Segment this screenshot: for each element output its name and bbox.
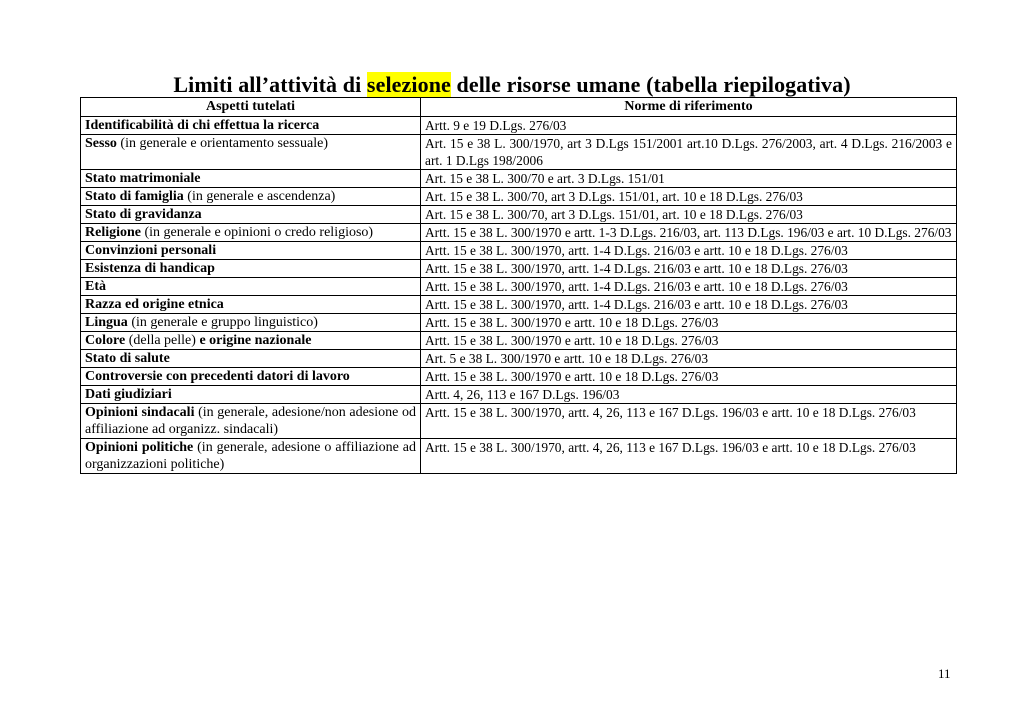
aspetto-note: (in generale e orientamento sessuale): [116, 136, 328, 151]
aspetto-label-extra: e origine nazionale: [199, 333, 312, 348]
aspetto-cell: [81, 224, 421, 242]
norme-cell: Artt. 15 e 38 L. 300/1970, artt. 1-4 D.Lgs. 216/03 e artt. 10 e 18 D.Lgs. 276/03: [421, 278, 957, 296]
page-title: [0, 72, 1024, 98]
norme-cell: Art. 15 e 38 L. 300/1970, art 3 D.Lgs 151/2001 art.10 D.Lgs. 276/2003, art. 4 D.Lgs. 216/2003 e art. 1 D.Lgs 198/2006: [421, 135, 957, 170]
aspetto-note: (in generale e ascendenza): [183, 189, 336, 204]
aspetto-cell: [81, 368, 421, 386]
norme-cell: Art. 15 e 38 L. 300/70, art 3 D.Lgs. 151/01, art. 10 e 18 D.Lgs. 276/03: [421, 188, 957, 206]
table-row: [81, 135, 957, 170]
table-row: [81, 224, 957, 242]
aspetto-label: Controversie con precedenti datori di lavoro: [85, 369, 350, 384]
aspetto-label: Stato di gravidanza: [85, 207, 202, 222]
aspetto-label: Dati giudiziari: [85, 387, 172, 402]
table-row: [81, 314, 957, 332]
aspetto-label: Razza ed origine etnica: [85, 297, 224, 312]
aspetto-cell: [81, 170, 421, 188]
table-row: [81, 260, 957, 278]
norme-cell: Art. 15 e 38 L. 300/70, art 3 D.Lgs. 151/01, art. 10 e 18 D.Lgs. 276/03: [421, 206, 957, 224]
header-norme: Norme di riferimento: [421, 98, 957, 117]
aspetto-label: Stato di famiglia: [85, 189, 184, 204]
aspetto-label: Identificabilità di chi effettua la ricerca: [85, 118, 320, 133]
norme-cell: Art. 15 e 38 L. 300/70 e art. 3 D.Lgs. 151/01: [421, 170, 957, 188]
aspetto-cell: [81, 278, 421, 296]
aspetto-cell: [81, 332, 421, 350]
header-aspetti: Aspetti tutelati: [81, 98, 421, 117]
table-header-row: [81, 98, 957, 117]
table-row: [81, 206, 957, 224]
table-row: [81, 404, 957, 439]
norme-cell: Artt. 15 e 38 L. 300/1970 e artt. 10 e 18 D.Lgs. 276/03: [421, 368, 957, 386]
aspetto-cell: [81, 314, 421, 332]
aspetto-label: Età: [85, 279, 106, 294]
aspetto-label: Opinioni politiche: [85, 440, 194, 455]
aspetto-label: Lingua: [85, 315, 128, 330]
aspetto-label: Colore: [85, 333, 126, 348]
aspetto-label: Sesso: [85, 136, 117, 151]
aspetto-label: Opinioni sindacali: [85, 405, 195, 420]
aspetto-cell: [81, 117, 421, 135]
table-row: [81, 332, 957, 350]
norme-cell: Artt. 15 e 38 L. 300/1970, artt. 1-4 D.Lgs. 216/03 e artt. 10 e 18 D.Lgs. 276/03: [421, 242, 957, 260]
aspetto-label: Esistenza di handicap: [85, 261, 215, 276]
table-row: [81, 439, 957, 474]
norme-cell: Artt. 9 e 19 D.Lgs. 276/03: [421, 117, 957, 135]
table-row: [81, 242, 957, 260]
aspetto-cell: [81, 404, 421, 439]
norme-cell: Artt. 15 e 38 L. 300/1970 e artt. 1-3 D.Lgs. 216/03, art. 113 D.Lgs. 196/03 e art. 10 D.Lgs. 276/03: [421, 224, 957, 242]
table-row: [81, 350, 957, 368]
aspetto-note: (in generale e gruppo linguistico): [127, 315, 318, 330]
norme-cell: Artt. 15 e 38 L. 300/1970, artt. 1-4 D.Lgs. 216/03 e artt. 10 e 18 D.Lgs. 276/03: [421, 260, 957, 278]
aspetto-label: Convinzioni personali: [85, 243, 217, 258]
aspetto-cell: [81, 439, 421, 474]
table-row: [81, 117, 957, 135]
page-number: 11: [938, 666, 951, 681]
aspetto-cell: [81, 188, 421, 206]
aspetto-cell: [81, 386, 421, 404]
summary-table: [80, 97, 957, 474]
aspetto-label: Religione: [85, 225, 141, 240]
title-before: Limiti all’attività di: [173, 72, 367, 97]
norme-cell: Artt. 4, 26, 113 e 167 D.Lgs. 196/03: [421, 386, 957, 404]
norme-cell: Artt. 15 e 38 L. 300/1970 e artt. 10 e 18 D.Lgs. 276/03: [421, 332, 957, 350]
table-row: [81, 170, 957, 188]
norme-cell: Artt. 15 e 38 L. 300/1970, artt. 1-4 D.Lgs. 216/03 e artt. 10 e 18 D.Lgs. 276/03: [421, 296, 957, 314]
aspetto-note: (della pelle): [125, 333, 200, 348]
norme-cell: Artt. 15 e 38 L. 300/1970 e artt. 10 e 18 D.Lgs. 276/03: [421, 314, 957, 332]
aspetto-cell: [81, 350, 421, 368]
aspetto-cell: [81, 135, 421, 170]
norme-cell: Artt. 15 e 38 L. 300/1970, artt. 4, 26, 113 e 167 D.Lgs. 196/03 e artt. 10 e 18 D.Lgs. 276/03: [421, 439, 957, 474]
title-after: delle risorse umane (tabella riepilogativa): [450, 72, 851, 97]
aspetto-label: Stato matrimoniale: [85, 171, 201, 186]
aspetto-label: Stato di salute: [85, 351, 170, 366]
table-row: [81, 188, 957, 206]
table-row: [81, 368, 957, 386]
aspetto-cell: [81, 206, 421, 224]
aspetto-note: (in generale e opinioni o credo religioso): [141, 225, 374, 240]
table-row: [81, 296, 957, 314]
norme-cell: Art. 5 e 38 L. 300/1970 e artt. 10 e 18 D.Lgs. 276/03: [421, 350, 957, 368]
norme-cell: Artt. 15 e 38 L. 300/1970, artt. 4, 26, 113 e 167 D.Lgs. 196/03 e artt. 10 e 18 D.Lgs. 276/03: [421, 404, 957, 439]
table-row: [81, 278, 957, 296]
title-highlight: selezione: [366, 72, 451, 97]
table-row: [81, 386, 957, 404]
aspetto-note: (in generale, adesione/non adesione od affiliazione ad organizz. sindacali): [85, 405, 416, 437]
aspetto-cell: [81, 242, 421, 260]
aspetto-note: (in generale, adesione o affiliazione ad organizzazioni politiche): [85, 440, 417, 472]
aspetto-cell: [81, 260, 421, 278]
aspetto-cell: [81, 296, 421, 314]
